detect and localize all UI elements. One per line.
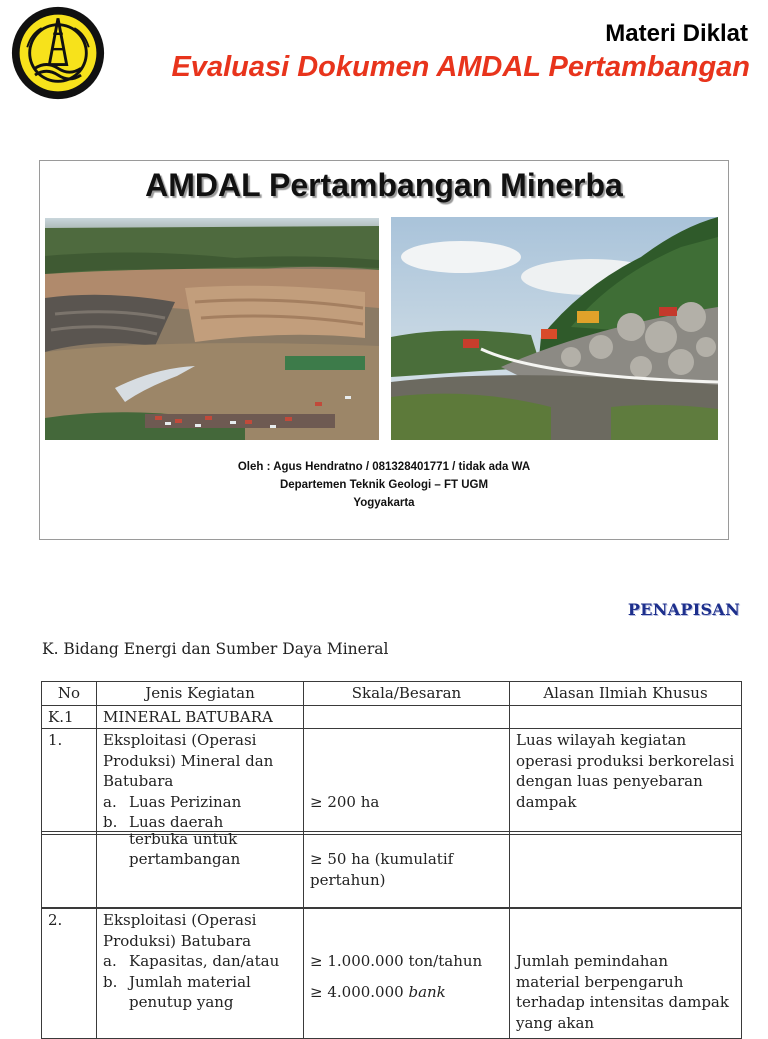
r2-skala-b: ≥ 4.000.000 bank <box>310 982 446 1001</box>
r1-jenis <box>97 729 304 835</box>
header-alasan: Alasan Ilmiah Khusus <box>510 682 742 706</box>
penapisan-table <box>41 681 742 835</box>
r2-no: 2. <box>42 909 97 1039</box>
open-pit-mine-image <box>45 218 379 440</box>
table-row <box>42 832 742 908</box>
mine-pit-photo <box>45 218 379 440</box>
table-row <box>42 705 742 729</box>
r2-alasan: Jumlah pemindahan material berpengaruh terhadap intensitas dampak yang akan <box>510 909 742 1039</box>
penapisan-table-page2 <box>41 908 742 1039</box>
table-row <box>42 909 742 1039</box>
r2-jenis-text: Eksploitasi (Operasi Produksi) Batubara <box>103 911 257 950</box>
r2-skala <box>304 909 510 1039</box>
r1-skala-b: ≥ 50 ha (kumulatif pertahun) <box>304 832 510 908</box>
r1-jenis-text: Eksploitasi (Operasi Produksi) Mineral dan Batubara <box>103 731 274 790</box>
cover-box <box>39 160 729 540</box>
header-title: Materi Diklat <box>605 20 748 47</box>
r2-skala-a: ≥ 1.000.000 ton/tahun <box>310 952 483 970</box>
list-item: a. Kapasitas, dan/atau <box>103 952 280 970</box>
mining-road-photo <box>391 217 718 440</box>
r1-alasan: Luas wilayah kegiatan operasi produksi berkorelasi dengan luas penyebaran dampak <box>510 729 742 835</box>
cover-city: Yogyakarta <box>353 497 415 509</box>
cover-author: Oleh : Agus Hendratno / 081328401771 / tidak ada WA <box>237 461 531 473</box>
r1-skala-a: ≥ 200 ha <box>310 792 380 811</box>
header-subtitle: Evaluasi Dokumen AMDAL Pertambangan <box>171 51 750 83</box>
section-title: K. Bidang Energi dan Sumber Daya Mineral <box>42 640 389 658</box>
k1-no: K.1 <box>42 705 97 729</box>
header-jenis: Jenis Kegiatan <box>97 682 304 706</box>
cover-title: AMDAL Pertambangan Minerba <box>145 167 623 203</box>
r1-skala <box>304 729 510 835</box>
list-item: b. Jumlah material penutup yang <box>103 972 251 1011</box>
r2-sublist <box>103 951 297 1013</box>
r1-no: 1. <box>42 729 97 835</box>
r1-sublist <box>103 792 297 833</box>
header-skala: Skala/Besaran <box>304 682 510 706</box>
list-item: b. Luas daerah <box>103 813 224 831</box>
header-no: No <box>42 682 97 706</box>
r2-jenis <box>97 909 304 1039</box>
table-row <box>42 729 742 835</box>
logo-emblem-icon <box>10 5 106 101</box>
k1-alasan <box>510 705 742 729</box>
list-item: a. Luas Perizinan <box>103 792 242 811</box>
penapisan-badge: PENAPISAN <box>627 600 740 619</box>
cover-department: Departemen Teknik Geologi – FT UGM <box>279 479 489 491</box>
penapisan-table-continued <box>41 831 742 908</box>
esdm-logo <box>10 5 106 101</box>
k1-title: MINERAL BATUBARA <box>97 705 304 729</box>
k1-skala <box>304 705 510 729</box>
r1b-continued: terbuka untuk pertambangan <box>97 832 304 908</box>
table-header-row <box>42 682 742 706</box>
mining-road-image <box>391 217 718 440</box>
